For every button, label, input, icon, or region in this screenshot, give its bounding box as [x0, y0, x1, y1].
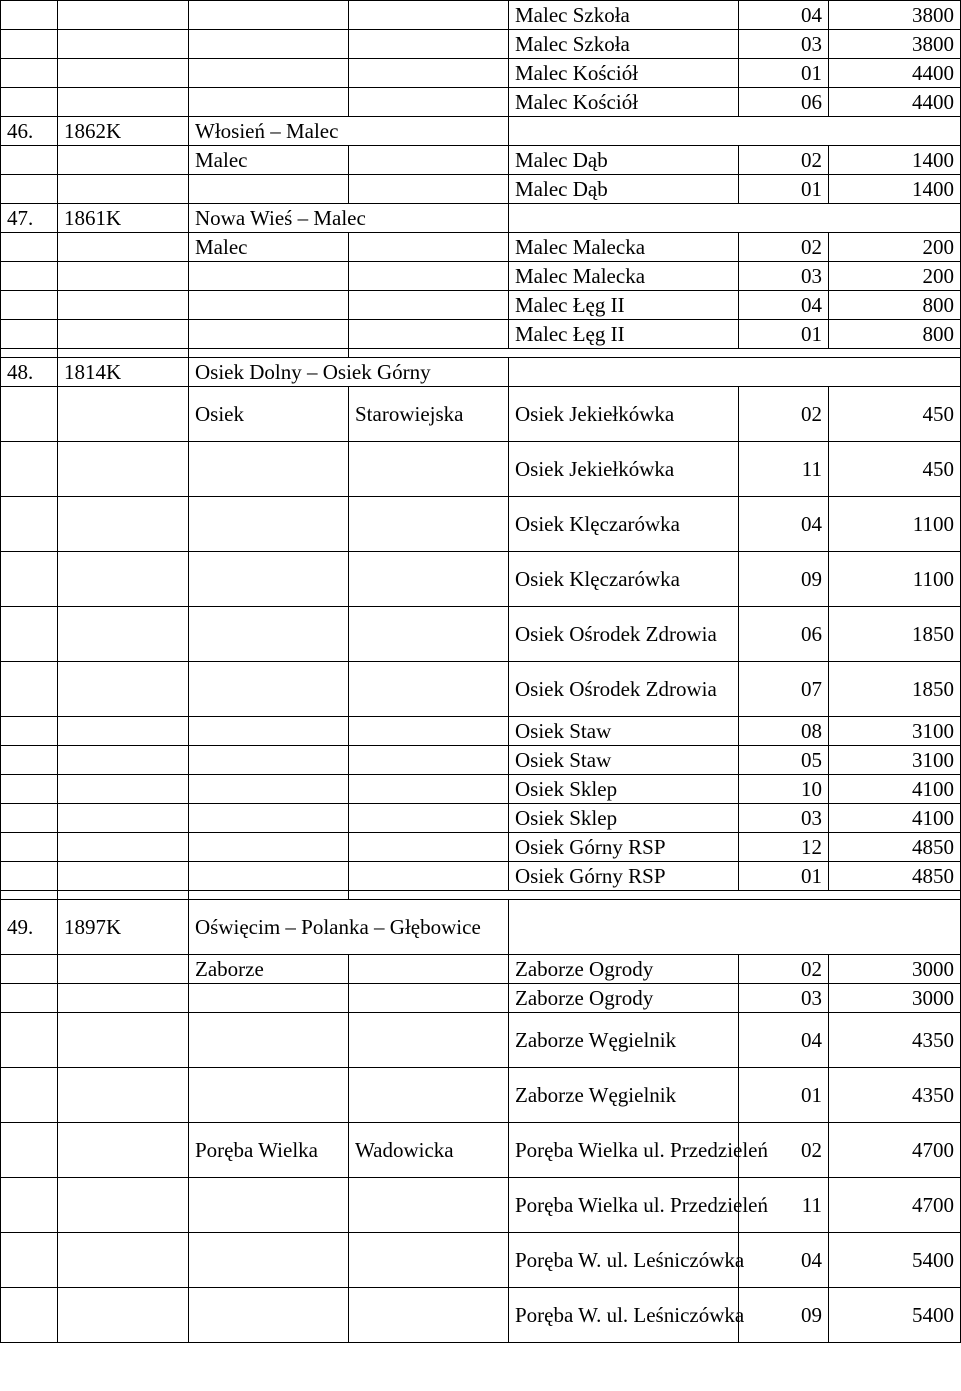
stop-name: Zaborze Węgielnik	[509, 1068, 739, 1123]
distance-value: 4100	[829, 804, 961, 833]
table-row	[1, 291, 961, 320]
stop-name: Malec Łęg II	[509, 320, 739, 349]
street-name	[349, 984, 509, 1013]
post-number: 12	[739, 833, 829, 862]
stop-name: Osiek Jekiełkówka	[509, 387, 739, 442]
street-name	[349, 233, 509, 262]
empty-cell	[58, 1013, 189, 1068]
town-name	[189, 746, 349, 775]
empty-cell	[58, 804, 189, 833]
post-number: 10	[739, 775, 829, 804]
empty-cell	[1, 862, 58, 891]
empty-cell	[58, 262, 189, 291]
table-row	[1, 900, 961, 955]
street-name	[349, 1013, 509, 1068]
table-row	[1, 862, 961, 891]
distance-value: 4350	[829, 1013, 961, 1068]
post-number: 06	[739, 607, 829, 662]
table-row	[1, 891, 961, 900]
table-row	[1, 387, 961, 442]
stop-name: Osiek Staw	[509, 717, 739, 746]
street-name	[349, 746, 509, 775]
distance-value: 3100	[829, 717, 961, 746]
distance-value: 1850	[829, 607, 961, 662]
road-code: 1814K	[58, 358, 189, 387]
table-row	[1, 204, 961, 233]
distance-value: 1400	[829, 175, 961, 204]
town-name	[189, 1, 349, 30]
town-name	[189, 1233, 349, 1288]
stop-name: Osiek Jekiełkówka	[509, 442, 739, 497]
post-number: 04	[739, 1013, 829, 1068]
street-name	[349, 1, 509, 30]
stop-name: Malec Szkoła	[509, 1, 739, 30]
empty-cell	[1, 607, 58, 662]
town-name	[189, 291, 349, 320]
post-number: 01	[739, 1068, 829, 1123]
empty-cell	[58, 552, 189, 607]
distance-value: 5400	[829, 1288, 961, 1343]
route-name: Nowa Wieś – Malec	[189, 204, 509, 233]
table-row	[1, 1178, 961, 1233]
stop-name: Osiek Sklep	[509, 804, 739, 833]
distance-value: 1100	[829, 552, 961, 607]
street-name	[349, 59, 509, 88]
distance-value: 200	[829, 233, 961, 262]
street-name	[349, 30, 509, 59]
distance-value: 3100	[829, 746, 961, 775]
empty-cell	[1, 59, 58, 88]
empty-cell	[1, 746, 58, 775]
stop-name: Malec Kościół	[509, 59, 739, 88]
table-row	[1, 746, 961, 775]
post-number: 01	[739, 862, 829, 891]
table-row	[1, 442, 961, 497]
stop-name: Malec Dąb	[509, 175, 739, 204]
stop-name: Osiek Ośrodek Zdrowia	[509, 607, 739, 662]
post-number: 03	[739, 984, 829, 1013]
table-row	[1, 59, 961, 88]
empty-cell	[1, 233, 58, 262]
empty-cell	[1, 1, 58, 30]
town-name	[189, 175, 349, 204]
town-name	[189, 804, 349, 833]
table-row	[1, 88, 961, 117]
stop-name: Osiek Górny RSP	[509, 833, 739, 862]
empty-cell	[58, 1178, 189, 1233]
town-name: Malec	[189, 146, 349, 175]
post-number: 02	[739, 955, 829, 984]
street-name	[349, 804, 509, 833]
empty-cell	[58, 775, 189, 804]
table-row	[1, 358, 961, 387]
empty-cell	[58, 717, 189, 746]
post-number: 03	[739, 30, 829, 59]
town-name: Zaborze	[189, 955, 349, 984]
town-name	[189, 1288, 349, 1343]
distance-value: 4700	[829, 1178, 961, 1233]
street-name	[349, 1233, 509, 1288]
street-name	[349, 775, 509, 804]
empty-cell	[1, 717, 58, 746]
table-row	[1, 984, 961, 1013]
street-name	[349, 1178, 509, 1233]
empty-cell	[58, 30, 189, 59]
empty-cell	[1, 1013, 58, 1068]
empty-cell	[58, 1, 189, 30]
table-row	[1, 233, 961, 262]
table-row	[1, 552, 961, 607]
table-row	[1, 607, 961, 662]
table-row	[1, 1123, 961, 1178]
separator-cell	[189, 349, 349, 358]
distance-value: 450	[829, 387, 961, 442]
post-number: 02	[739, 387, 829, 442]
street-name	[349, 833, 509, 862]
post-number: 04	[739, 497, 829, 552]
street-name	[349, 862, 509, 891]
post-number: 03	[739, 262, 829, 291]
empty-cell	[58, 59, 189, 88]
distance-value: 3800	[829, 1, 961, 30]
empty-cell	[1, 175, 58, 204]
route-name: Oświęcim – Polanka – Głębowice	[189, 900, 509, 955]
stop-name: Malec Kościół	[509, 88, 739, 117]
empty-cell	[58, 442, 189, 497]
stop-name: Poręba W. ul. Leśniczówka	[509, 1288, 739, 1343]
empty-cell	[58, 746, 189, 775]
empty-cell	[1, 552, 58, 607]
stop-name: Osiek Sklep	[509, 775, 739, 804]
town-name	[189, 1178, 349, 1233]
distance-value: 3800	[829, 30, 961, 59]
town-name	[189, 775, 349, 804]
town-name	[189, 717, 349, 746]
post-number: 09	[739, 552, 829, 607]
stop-name: Malec Malecka	[509, 233, 739, 262]
distance-value: 4350	[829, 1068, 961, 1123]
road-code: 1897K	[58, 900, 189, 955]
empty-cell	[58, 833, 189, 862]
post-number: 02	[739, 1123, 829, 1178]
empty-cell	[509, 900, 961, 955]
town-name	[189, 88, 349, 117]
stop-name: Osiek Staw	[509, 746, 739, 775]
distance-value: 3000	[829, 984, 961, 1013]
post-number: 09	[739, 1288, 829, 1343]
table-row	[1, 1013, 961, 1068]
street-name	[349, 662, 509, 717]
street-name	[349, 1288, 509, 1343]
post-number: 07	[739, 662, 829, 717]
post-number: 04	[739, 291, 829, 320]
street-name	[349, 262, 509, 291]
table-row	[1, 320, 961, 349]
distance-value: 800	[829, 320, 961, 349]
town-name	[189, 30, 349, 59]
empty-cell	[1, 833, 58, 862]
post-number: 04	[739, 1233, 829, 1288]
empty-cell	[58, 387, 189, 442]
post-number: 01	[739, 59, 829, 88]
town-name	[189, 833, 349, 862]
stop-name: Poręba Wielka ul. Przedzieleń	[509, 1123, 739, 1178]
town-name: Poręba Wielka	[189, 1123, 349, 1178]
distance-value: 200	[829, 262, 961, 291]
route-number: 46.	[1, 117, 58, 146]
empty-cell	[58, 497, 189, 552]
street-name	[349, 607, 509, 662]
table-row	[1, 833, 961, 862]
empty-cell	[58, 320, 189, 349]
separator-cell	[349, 891, 961, 900]
empty-cell	[1, 30, 58, 59]
empty-cell	[1, 1068, 58, 1123]
post-number: 04	[739, 1, 829, 30]
distance-value: 4400	[829, 88, 961, 117]
table-row	[1, 175, 961, 204]
street-name: Starowiejska	[349, 387, 509, 442]
empty-cell	[58, 984, 189, 1013]
route-name: Włosień – Malec	[189, 117, 509, 146]
table-row	[1, 662, 961, 717]
stop-name: Zaborze Ogrody	[509, 984, 739, 1013]
route-name: Osiek Dolny – Osiek Górny	[189, 358, 509, 387]
street-name	[349, 497, 509, 552]
distance-value: 800	[829, 291, 961, 320]
town-name	[189, 984, 349, 1013]
distance-value: 4700	[829, 1123, 961, 1178]
post-number: 03	[739, 804, 829, 833]
town-name	[189, 442, 349, 497]
post-number: 02	[739, 146, 829, 175]
empty-cell	[1, 662, 58, 717]
distance-value: 4850	[829, 862, 961, 891]
stop-name: Malec Łęg II	[509, 291, 739, 320]
road-code: 1862K	[58, 117, 189, 146]
separator-cell	[349, 349, 961, 358]
empty-cell	[1, 291, 58, 320]
empty-cell	[58, 233, 189, 262]
street-name	[349, 955, 509, 984]
post-number: 05	[739, 746, 829, 775]
route-number: 48.	[1, 358, 58, 387]
town-name	[189, 1013, 349, 1068]
separator-cell	[1, 891, 58, 900]
table-row	[1, 117, 961, 146]
empty-cell	[509, 204, 961, 233]
empty-cell	[1, 387, 58, 442]
town-name	[189, 59, 349, 88]
distance-value: 450	[829, 442, 961, 497]
street-name	[349, 717, 509, 746]
street-name	[349, 175, 509, 204]
table-row	[1, 349, 961, 358]
table-row	[1, 262, 961, 291]
street-name	[349, 1068, 509, 1123]
empty-cell	[1, 442, 58, 497]
stop-name: Malec Szkoła	[509, 30, 739, 59]
empty-cell	[1, 320, 58, 349]
street-name	[349, 88, 509, 117]
table-row	[1, 775, 961, 804]
empty-cell	[58, 175, 189, 204]
table-row	[1, 1, 961, 30]
stop-name: Poręba Wielka ul. Przedzieleń	[509, 1178, 739, 1233]
empty-cell	[58, 146, 189, 175]
post-number: 11	[739, 1178, 829, 1233]
empty-cell	[58, 1233, 189, 1288]
town-name	[189, 262, 349, 291]
town-name	[189, 662, 349, 717]
post-number: 01	[739, 175, 829, 204]
table-row	[1, 1288, 961, 1343]
table-row	[1, 497, 961, 552]
empty-cell	[509, 358, 961, 387]
stop-name: Osiek Ośrodek Zdrowia	[509, 662, 739, 717]
table-row	[1, 1068, 961, 1123]
stop-name: Osiek Górny RSP	[509, 862, 739, 891]
empty-cell	[1, 1288, 58, 1343]
table-row	[1, 717, 961, 746]
street-name	[349, 146, 509, 175]
empty-cell	[1, 1178, 58, 1233]
distance-value: 1100	[829, 497, 961, 552]
distance-value: 4850	[829, 833, 961, 862]
empty-cell	[1, 88, 58, 117]
town-name	[189, 320, 349, 349]
empty-cell	[1, 262, 58, 291]
empty-cell	[58, 1288, 189, 1343]
distance-value: 4400	[829, 59, 961, 88]
street-name: Wadowicka	[349, 1123, 509, 1178]
empty-cell	[1, 1233, 58, 1288]
empty-cell	[1, 804, 58, 833]
empty-cell	[1, 984, 58, 1013]
empty-cell	[1, 146, 58, 175]
road-code: 1861K	[58, 204, 189, 233]
stop-name: Malec Dąb	[509, 146, 739, 175]
post-number: 02	[739, 233, 829, 262]
empty-cell	[58, 662, 189, 717]
empty-cell	[1, 955, 58, 984]
distance-value: 4100	[829, 775, 961, 804]
distance-value: 1850	[829, 662, 961, 717]
table-row	[1, 1233, 961, 1288]
post-number: 11	[739, 442, 829, 497]
table-row	[1, 30, 961, 59]
street-name	[349, 442, 509, 497]
empty-cell	[1, 497, 58, 552]
route-number: 49.	[1, 900, 58, 955]
distance-value: 1400	[829, 146, 961, 175]
empty-cell	[1, 1123, 58, 1178]
stop-name: Zaborze Ogrody	[509, 955, 739, 984]
table-row	[1, 146, 961, 175]
empty-cell	[58, 862, 189, 891]
town-name	[189, 552, 349, 607]
separator-cell	[58, 891, 189, 900]
empty-cell	[58, 291, 189, 320]
table-row	[1, 804, 961, 833]
stop-name: Osiek Klęczarówka	[509, 497, 739, 552]
street-name	[349, 291, 509, 320]
empty-cell	[58, 1123, 189, 1178]
street-name	[349, 320, 509, 349]
separator-cell	[1, 349, 58, 358]
post-number: 06	[739, 88, 829, 117]
town-name	[189, 607, 349, 662]
empty-cell	[58, 607, 189, 662]
empty-cell	[58, 955, 189, 984]
empty-cell	[58, 1068, 189, 1123]
town-name: Osiek	[189, 387, 349, 442]
distance-value: 5400	[829, 1233, 961, 1288]
route-number: 47.	[1, 204, 58, 233]
town-name	[189, 1068, 349, 1123]
stop-name: Zaborze Węgielnik	[509, 1013, 739, 1068]
town-name	[189, 862, 349, 891]
town-name: Malec	[189, 233, 349, 262]
post-number: 01	[739, 320, 829, 349]
stop-name: Malec Malecka	[509, 262, 739, 291]
post-number: 08	[739, 717, 829, 746]
stop-name: Poręba W. ul. Leśniczówka	[509, 1233, 739, 1288]
distance-value: 3000	[829, 955, 961, 984]
table-row	[1, 955, 961, 984]
stop-name: Osiek Klęczarówka	[509, 552, 739, 607]
empty-cell	[509, 117, 961, 146]
town-name	[189, 497, 349, 552]
empty-cell	[58, 88, 189, 117]
street-name	[349, 552, 509, 607]
separator-cell	[58, 349, 189, 358]
separator-cell	[189, 891, 349, 900]
empty-cell	[1, 775, 58, 804]
